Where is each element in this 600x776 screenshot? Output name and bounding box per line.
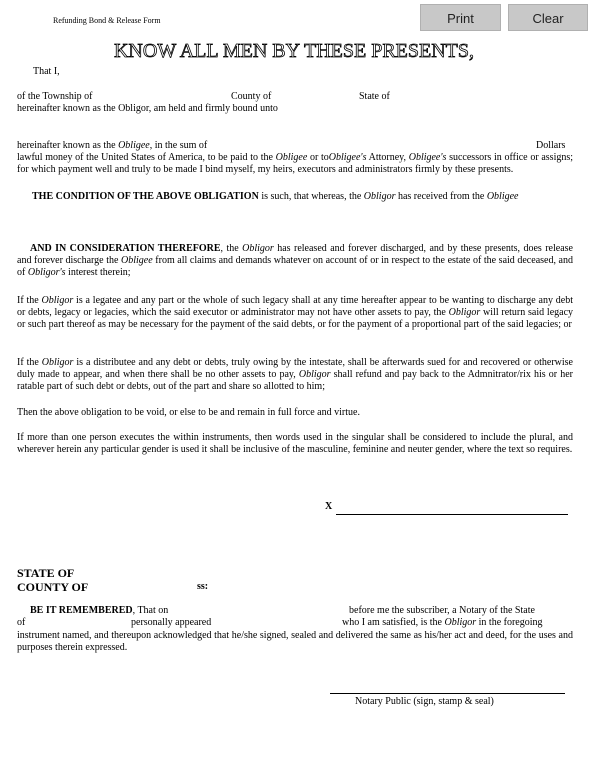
money-paragraph: lawful money of the United States of America, to be paid to the Obligee or toObligee's Attorney, Obligee's successors in office or assigns; for which payment well and truly to be made I bind myself, my heirs, executors and administrators firmly by these presents. [17, 152, 574, 175]
before-me-text: before me the subscriber, a Notary of the State [349, 605, 535, 616]
satisfied-text: who I am satisfied, is the Obligor in the foregoing [342, 617, 543, 628]
county-label: County of [231, 91, 272, 102]
obligor-line: hereinafter known as the Obligor, am held and firmly bound unto [17, 103, 278, 114]
legatee-paragraph: If the Obligor is a legatee and any part or the whole of such legacy shall at any time hereafter appear to be wanting to discharge any debt or debts, legacy or legacies, which the said executor or administrator may not have other assets to pay, the Obligor will return said legacy or such part thereof as may be necessary for the payment of the said debts, or for the payment of a proportional part of the said legacies; or [17, 295, 574, 330]
county-of-label: COUNTY OF [17, 580, 89, 594]
state-label: State of [359, 91, 390, 102]
notary-signature-line[interactable] [330, 693, 565, 694]
acknowledgment-paragraph: instrument named, and thereupon acknowledged that he/she signed, sealed and delivered the same as his/her act and deed, for the uses and purposes therein expressed. [17, 630, 573, 653]
notary-county-field[interactable] [95, 581, 195, 593]
township-field[interactable] [110, 91, 225, 103]
void-paragraph: Then the above obligation to be void, or else to be and remain in full force and virtue. [17, 407, 360, 418]
obligor-name-field[interactable] [75, 66, 475, 78]
signature-line[interactable] [336, 514, 568, 515]
obligee-line: hereinafter known as the Obligee, in the sum of [17, 140, 208, 151]
print-button[interactable]: Print [420, 4, 501, 31]
condition-line: THE CONDITION OF THE ABOVE OBLIGATION is such, that whereas, the Obligor has received from the Obligee [32, 191, 519, 202]
signature-x: X [325, 501, 333, 512]
plural-paragraph: If more than one person executes the within instruments, then words used in the singular shall be considered to include the plural, and wherever herein any particular gender is used it shall be inclusive of the masculine, feminine and neuter gender, where the text so requires. [17, 432, 573, 455]
that-i-label: That I, [33, 66, 60, 77]
dollars-label: Dollars [536, 140, 566, 151]
notary-label: Notary Public (sign, stamp & seal) [355, 696, 494, 707]
remembered-line: BE IT REMEMBERED, That on [30, 605, 169, 616]
ss-label: ss: [197, 581, 209, 592]
condition-field[interactable] [17, 205, 573, 233]
date-field[interactable] [208, 605, 343, 617]
sum-field[interactable] [236, 140, 526, 152]
notary-of-label: of [17, 617, 26, 628]
state-of-label: STATE OF [17, 566, 75, 580]
distributee-paragraph: If the Obligor is a distributee and any debt or debts, truly owing by the intestate, shall be afterwards sued for and recovered or otherwise duly made to appear, and when there shall be no other assets to pay, Obligor shall refund and pay back to the Admnitrator/rix his or her ratable part of such debt or debts, out of the part and share so allotted to him; [17, 357, 573, 392]
form-title: Refunding Bond & Release Form [53, 16, 161, 25]
clear-button[interactable]: Clear [508, 4, 588, 31]
personally-appeared-text: personally appeared [131, 617, 212, 628]
obligee-name-field[interactable] [17, 118, 573, 130]
state-field[interactable] [400, 91, 570, 103]
page-heading: KNOW ALL MEN BY THESE PRESENTS, [113, 40, 475, 62]
consideration-paragraph: AND IN CONSIDERATION THEREFORE, the Obligor has released and forever discharged, and by these presents, does release and forever discharge the Obligee from all claims and demands whatever on account of or in respect to the estate of the said deceased, and of Obligor's interest therein; [17, 243, 573, 278]
township-label: of the Township of [17, 91, 93, 102]
county-field[interactable] [280, 91, 355, 103]
notary-state-field[interactable] [30, 617, 128, 629]
appeared-name-field[interactable] [238, 617, 338, 629]
